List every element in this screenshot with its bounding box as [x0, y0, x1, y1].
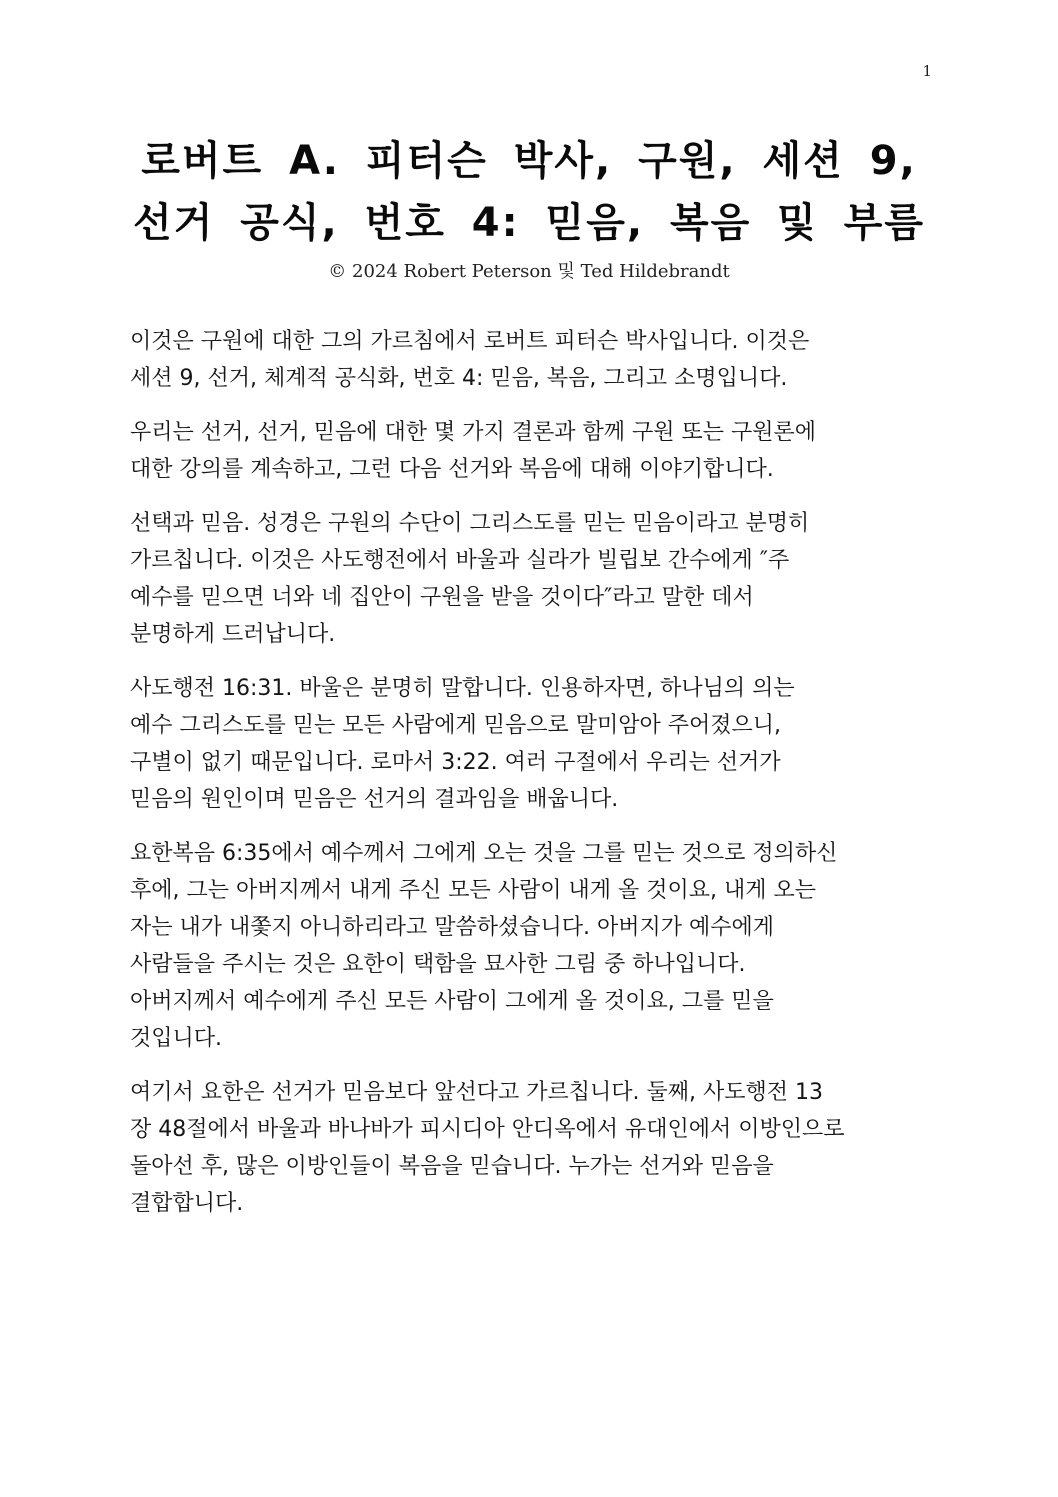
title-block: [0, 130, 1058, 284]
text-line: 믿음의 원인이며 믿음은 선거의 결과임을 배웁니다.: [130, 787, 619, 812]
text-line: 대한 강의를 계속하고, 그런 다음 선거와 복음에 대해 이야기합니다.: [130, 457, 774, 482]
text-line: 장 48절에서 바울과 바나바가 피시디아 안디옥에서 유대인에서 이방인으로: [130, 1117, 845, 1142]
text-line: 이것은 구원에 대한 그의 가르침에서 로버트 피터슨 박사입니다. 이것은: [130, 329, 810, 354]
text-line: 선택과 믿음. 성경은 구원의 수단이 그리스도를 믿는 믿음이라고 분명히: [130, 511, 810, 536]
paragraph: [130, 670, 930, 818]
text-line: 예수 그리스도를 믿는 모든 사람에게 믿음으로 말미암아 주어졌으니,: [130, 713, 782, 738]
paragraph: [130, 505, 930, 653]
text-line: 후에, 그는 아버지께서 내게 주신 모든 사람이 내게 올 것이요, 내게 오는: [130, 878, 816, 903]
text-line: 사람들을 주시는 것은 요한이 택함을 묘사한 그림 중 하나입니다.: [130, 952, 746, 977]
text-line: 요한복음 6:35에서 예수께서 그에게 오는 것을 그를 믿는 것으로 정의하신: [130, 841, 838, 866]
text-line: 가르칩니다. 이것은 사도행전에서 바울과 실라가 빌립보 간수에게 ″주: [130, 548, 790, 573]
text-line: 것입니다.: [130, 1026, 223, 1051]
title-line-2: 선거 공식, 번호 4: 믿음, 복음 및 부름: [132, 200, 926, 246]
text-line: 분명하게 드러납니다.: [130, 622, 336, 647]
text-line: 결합합니다.: [130, 1191, 244, 1216]
text-line: 우리는 선거, 선거, 믿음에 대한 몇 가지 결론과 함께 구원 또는 구원론에: [130, 420, 816, 445]
paragraph: [130, 323, 930, 397]
text-line: 세션 9, 선거, 체계적 공식화, 번호 4: 믿음, 복음, 그리고 소명입니다.: [130, 366, 788, 391]
paragraph: [130, 414, 930, 488]
title-line-1: 로버트 A. 피터슨 박사, 구원, 세션 9,: [141, 138, 917, 184]
copyright-notice: © 2024 Robert Peterson 및 Ted Hildebrandt: [328, 261, 730, 282]
text-line: 구별이 없기 때문입니다. 로마서 3:22. 여러 구절에서 우리는 선거가: [130, 750, 781, 775]
text-line: 아버지께서 예수에게 주신 모든 사람이 그에게 올 것이요, 그를 믿을: [130, 989, 774, 1014]
text-line: 돌아선 후, 많은 이방인들이 복음을 믿습니다. 누가는 선거와 믿음을: [130, 1154, 774, 1179]
text-line: 자는 내가 내쫓지 아니하리라고 말씀하셨습니다. 아버지가 예수에게: [130, 915, 775, 940]
text-line: 여기서 요한은 선거가 믿음보다 앞선다고 가르칩니다. 둘째, 사도행전 13: [130, 1080, 823, 1105]
paragraph: [130, 835, 930, 1057]
document-body: [130, 323, 930, 1239]
text-line: 예수를 믿으면 너와 네 집안이 구원을 받을 것이다″라고 말한 데서: [130, 585, 754, 610]
text-line: 사도행전 16:31. 바울은 분명히 말합니다. 인용하자면, 하나님의 의는: [130, 676, 795, 701]
paragraph: [130, 1074, 930, 1222]
page-number: 1: [922, 62, 932, 80]
